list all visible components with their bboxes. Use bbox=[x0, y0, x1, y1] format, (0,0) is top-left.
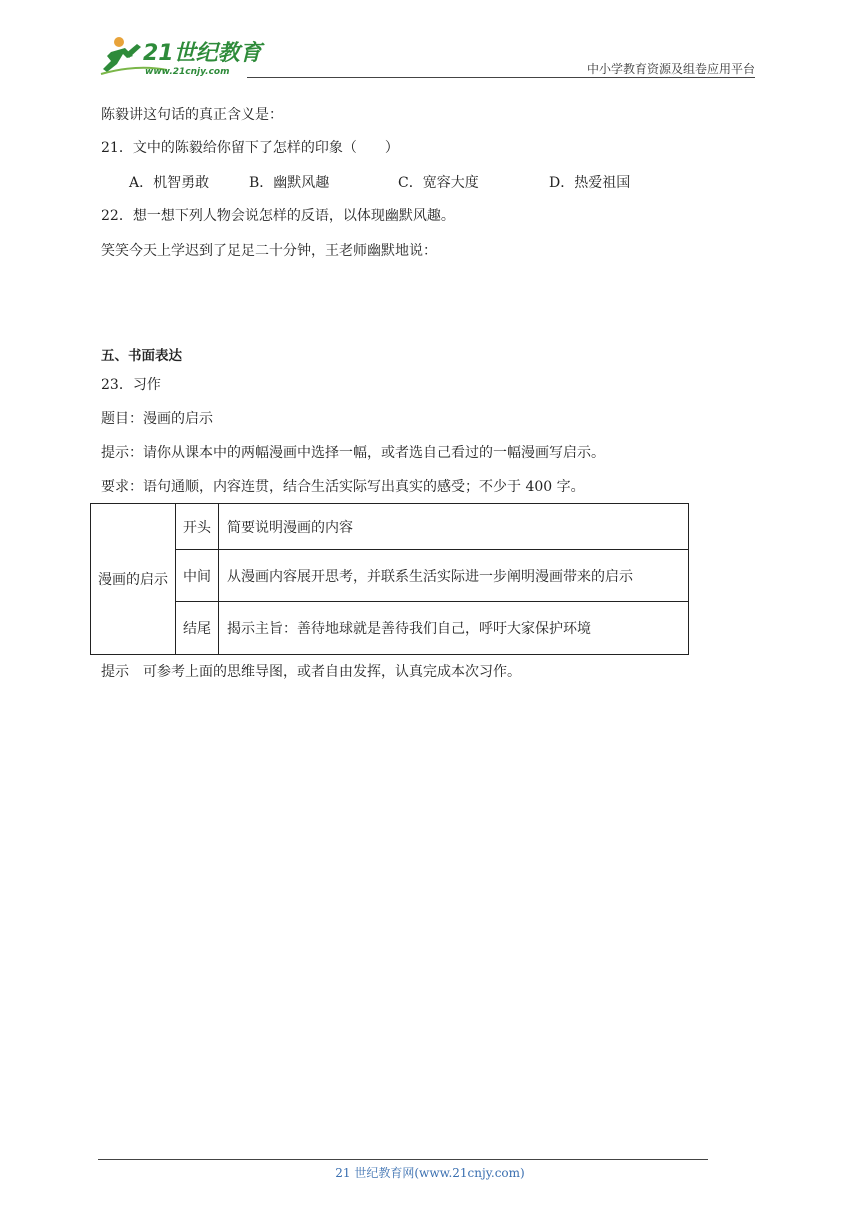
table-row bbox=[91, 504, 689, 550]
mind-map-table bbox=[90, 503, 689, 655]
header-divider bbox=[247, 77, 755, 78]
question-22: 22．想一想下列人物会说怎样的反语，以体现幽默风趣。 bbox=[101, 208, 455, 224]
table-row bbox=[91, 602, 689, 655]
essay-topic: 题目：漫画的启示 bbox=[101, 411, 213, 427]
question-23: 23．习作 bbox=[101, 377, 161, 393]
answer-prompt-line: 陈毅讲这句话的真正含义是： bbox=[101, 107, 283, 123]
question-21: 21．文中的陈毅给你留下了怎样的印象（ ） bbox=[101, 140, 399, 156]
mind-map-text-end: 揭示主旨：善待地球就是善待我们自己，呼吁大家保护环境 bbox=[219, 602, 689, 655]
essay-hint: 提示：请你从课本中的两幅漫画中选择一幅，或者选自己看过的一幅漫画写启示。 bbox=[101, 445, 605, 461]
page-header bbox=[97, 34, 755, 80]
option-a[interactable]: A．机智勇敢 bbox=[129, 175, 210, 191]
section-title: 五、书面表达 bbox=[101, 348, 182, 364]
mind-map-label-start: 开头 bbox=[176, 504, 219, 550]
mind-map-root: 漫画的启示 bbox=[91, 504, 176, 655]
option-d[interactable]: D．热爱祖国 bbox=[549, 175, 631, 191]
header-platform-text: 中小学教育资源及组卷应用平台 bbox=[586, 62, 755, 76]
question-22-prompt: 笑笑今天上学迟到了足足二十分钟，王老师幽默地说： bbox=[101, 243, 437, 259]
table-row bbox=[91, 550, 689, 602]
logo-text: 21世纪教育 bbox=[143, 41, 262, 66]
mind-map-text-start: 简要说明漫画的内容 bbox=[219, 504, 689, 550]
logo-url: www.21cnjy.com bbox=[145, 67, 230, 77]
option-b[interactable]: B．幽默风趣 bbox=[249, 175, 330, 191]
site-logo bbox=[97, 34, 267, 78]
mind-map-label-end: 结尾 bbox=[176, 602, 219, 655]
essay-requirement: 要求：语句通顺，内容连贯，结合生活实际写出真实的感受；不少于 400 字。 bbox=[101, 479, 585, 495]
footer-link[interactable]: 21 世纪教育网(www.21cnjy.com) bbox=[335, 1166, 525, 1180]
mind-map-label-middle: 中间 bbox=[176, 550, 219, 602]
option-c[interactable]: C．宽容大度 bbox=[398, 175, 479, 191]
mind-map-text-middle: 从漫画内容展开思考，并联系生活实际进一步阐明漫画带来的启示 bbox=[219, 550, 689, 602]
footer-divider bbox=[98, 1159, 708, 1160]
closing-hint: 提示 可参考上面的思维导图，或者自由发挥，认真完成本次习作。 bbox=[101, 664, 521, 680]
